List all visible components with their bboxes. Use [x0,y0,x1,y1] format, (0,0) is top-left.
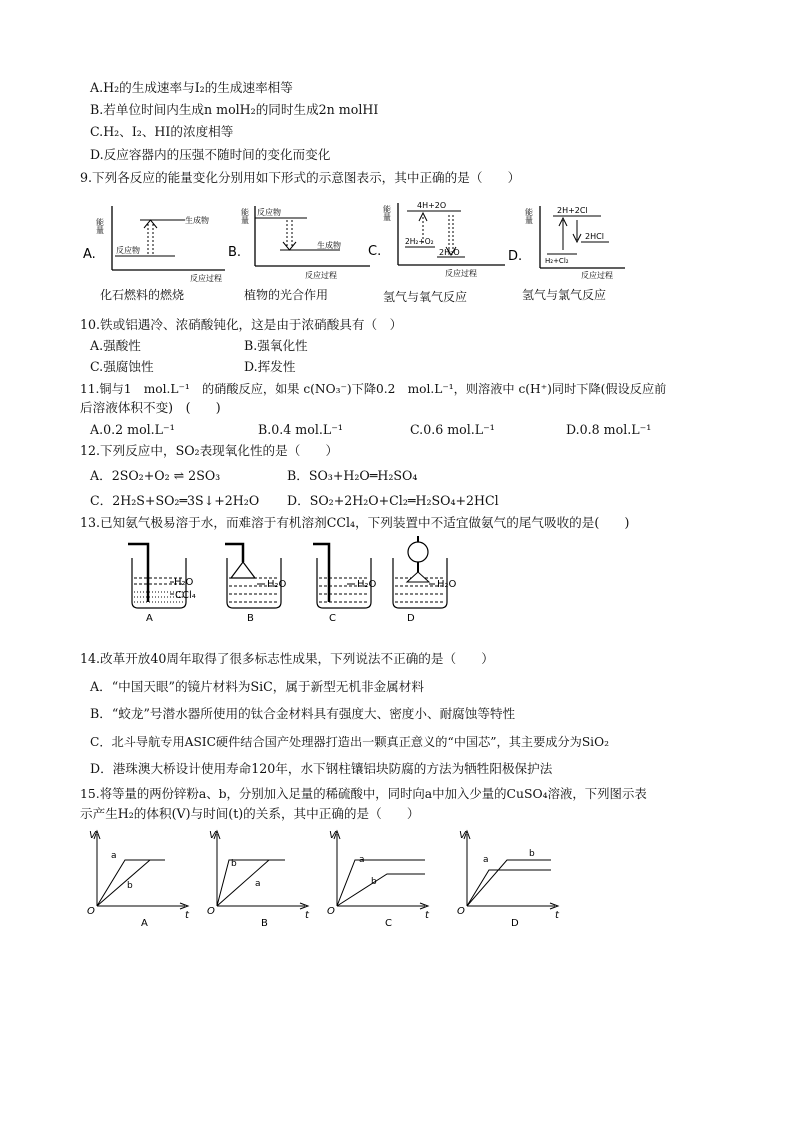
q9-c-energy: 能量 [382,205,392,221]
q14-stem: 14.改革开放40周年取得了很多标志性成果，下列说法不正确的是（ ） [80,651,494,666]
q13-apparatus-d [385,536,475,628]
q10-option-d: D.挥发性 [244,359,296,374]
q15-c-label-b: b [371,877,377,887]
q9-c-bottom: 2H₂O [439,248,460,257]
q9-d-process: 反应过程 [581,271,613,280]
q13-b-water: H₂O [267,579,287,590]
q15-b-label-b: b [231,859,237,869]
q15-b-o: O [207,906,215,917]
q13-stem: 13.已知氨气极易溶于水，而难溶于有机溶剂CCl₄，下列装置中不适宜做氨气的尾气吸收的是( ) [80,515,630,530]
q15-b-label-a: a [255,879,261,889]
q15-b-letter: B [261,918,268,929]
q9-a-energy: 能量 [95,218,105,234]
q15-a-v: V [89,830,96,841]
q14-option-b: B．“蛟龙”号潜水器所使用的钛合金材料具有强度大、密度小、耐腐蚀等特性 [90,706,516,721]
q15-a-label-a: a [111,851,117,861]
q15-c-label-a: a [359,855,365,865]
q13-d-letter: D [407,613,415,624]
q13-apparatus-a [120,540,210,628]
q15-stem-line1: 15.将等量的两份锌粉a、b，分别加入足量的稀硫酸中，同时向a中加入少量的CuSO₄溶液，下列图示表 [80,786,647,801]
q11-stem-line2: 后溶液体积不变) ( ) [80,400,221,415]
q15-a-label-b: b [127,881,133,891]
q15-stem-line2: 示产生H₂的体积(V)与时间(t)的关系，其中正确的是（ ） [80,806,420,821]
q13-apparatus-b [215,540,305,628]
q9-b-energy: 能量 [240,208,250,224]
q14-option-c: C．北斗导航专用ASIC硬件结合国产处理器打造出一颗真正意义的“中国芯”，其主要成分为SiO₂ [90,735,609,749]
q13-a-ccl4: CCl₄ [175,590,196,601]
q9-diagram-a [80,198,230,288]
q9-d-top: 2H+2Cl [557,206,588,215]
q9-d-energy: 能量 [524,208,534,224]
q15-a-t: t [185,910,189,921]
q15-graph-d [455,826,565,931]
q15-graph-c [325,826,435,931]
q11-stem-line1: 11.铜与1 mol.L⁻¹ 的硝酸反应，如果 c(NO₃⁻)下降0.2 mol.L⁻¹，则溶液中 c(H⁺)同时下降(假设反应前 [80,382,667,396]
q15-d-label-a: a [483,855,489,865]
q12-option-a: A．2SO₂+O₂ ⇌ 2SO₃ [90,468,221,483]
q9-diagram-c [365,195,515,285]
q9-b-caption: 植物的光合作用 [244,288,329,302]
q8-option-b: B.若单位时间内生成n molH₂的同时生成2n molHI [90,102,379,117]
q9-diagram-b [225,198,375,288]
q13-c-letter: C [329,613,336,624]
q15-graph-b [205,826,315,931]
q8-option-d: D.反应容器内的压强不随时间的变化而变化 [90,147,331,162]
q9-c-letter: C. [368,244,382,259]
q15-d-letter: D [511,918,519,929]
q11-option-b: B.0.4 mol.L⁻¹ [258,422,343,437]
q9-b-letter: B. [228,245,242,260]
q9-a-letter: A. [83,247,96,262]
q15-c-t: t [425,910,429,921]
q9-b-top: 反应物 [257,208,281,217]
q9-a-process: 反应过程 [190,274,222,283]
q15-a-o: O [87,906,95,917]
q15-d-v: V [459,830,466,841]
q8-option-c: C.H₂、I₂、HI的浓度相等 [90,124,234,139]
q14-option-a: A．“中国天眼”的镜片材料为SiC，属于新型无机非金属材料 [90,679,424,694]
q12-option-d: D．SO₂+2H₂O+Cl₂═H₂SO₄+2HCl [287,493,499,508]
q9-b-process: 反应过程 [305,271,337,280]
q15-c-v: V [329,830,336,841]
q9-d-bottom: H₂+Cl₂ [545,257,569,265]
q9-c-top: 4H+2O [417,201,447,210]
q9-c-caption: 氢气与氧气反应 [383,290,468,304]
q14-option-d: D．港珠澳大桥设计使用寿命120年，水下钢柱镶铝块防腐的方法为牺牲阳极保护法 [90,761,553,776]
q13-a-water: H₂O [174,577,194,588]
q15-c-letter: C [385,918,392,929]
q9-a-bottom: 反应物 [116,246,140,255]
q15-b-t: t [305,910,309,921]
q9-a-caption: 化石燃料的燃烧 [100,288,185,302]
q15-graph-a [85,826,195,931]
q15-d-label-b: b [529,849,535,859]
q13-c-water: H₂O [357,579,377,590]
q11-option-a: A.0.2 mol.L⁻¹ [90,422,175,437]
q11-option-c: C.0.6 mol.L⁻¹ [410,422,495,437]
q13-apparatus-c [305,540,395,628]
q9-d-letter: D. [508,249,523,264]
q12-option-b: B．SO₃+H₂O═H₂SO₄ [287,468,418,483]
q15-a-letter: A [141,918,148,929]
q9-diagram-d [505,200,655,290]
q10-stem: 10.铁或铝遇冷、浓硝酸钝化，这是由于浓硝酸具有（ ） [80,317,403,332]
q10-option-b: B.强氧化性 [244,338,308,353]
q15-c-o: O [327,906,335,917]
q10-option-c: C.强腐蚀性 [90,359,154,374]
q13-b-letter: B [247,613,254,624]
q12-stem: 12.下列反应中，SO₂表现氧化性的是（ ） [80,443,339,458]
q15-d-o: O [457,906,465,917]
q13-a-letter: A [146,613,153,624]
q9-stem: 9.下列各反应的能量变化分别用如下形式的示意图表示，其中正确的是（ ） [80,170,521,185]
q15-b-v: V [209,830,216,841]
q11-option-d: D.0.8 mol.L⁻¹ [566,422,652,437]
q9-a-top: 生成物 [185,216,209,225]
q10-option-a: A.强酸性 [90,338,141,353]
q12-option-c: C．2H₂S+SO₂═3S↓+2H₂O [90,493,260,508]
q9-c-process: 反应过程 [445,269,477,278]
q15-d-t: t [555,910,559,921]
q9-b-bottom: 生成物 [317,241,341,250]
q8-option-a: A.H₂的生成速率与I₂的生成速率相等 [90,80,293,95]
q13-d-water: H₂O [437,579,457,590]
q9-c-mid: 2H₂+O₂ [405,237,434,246]
q9-d-mid: 2HCl [585,232,604,241]
q9-d-caption: 氢气与氯气反应 [522,288,607,302]
